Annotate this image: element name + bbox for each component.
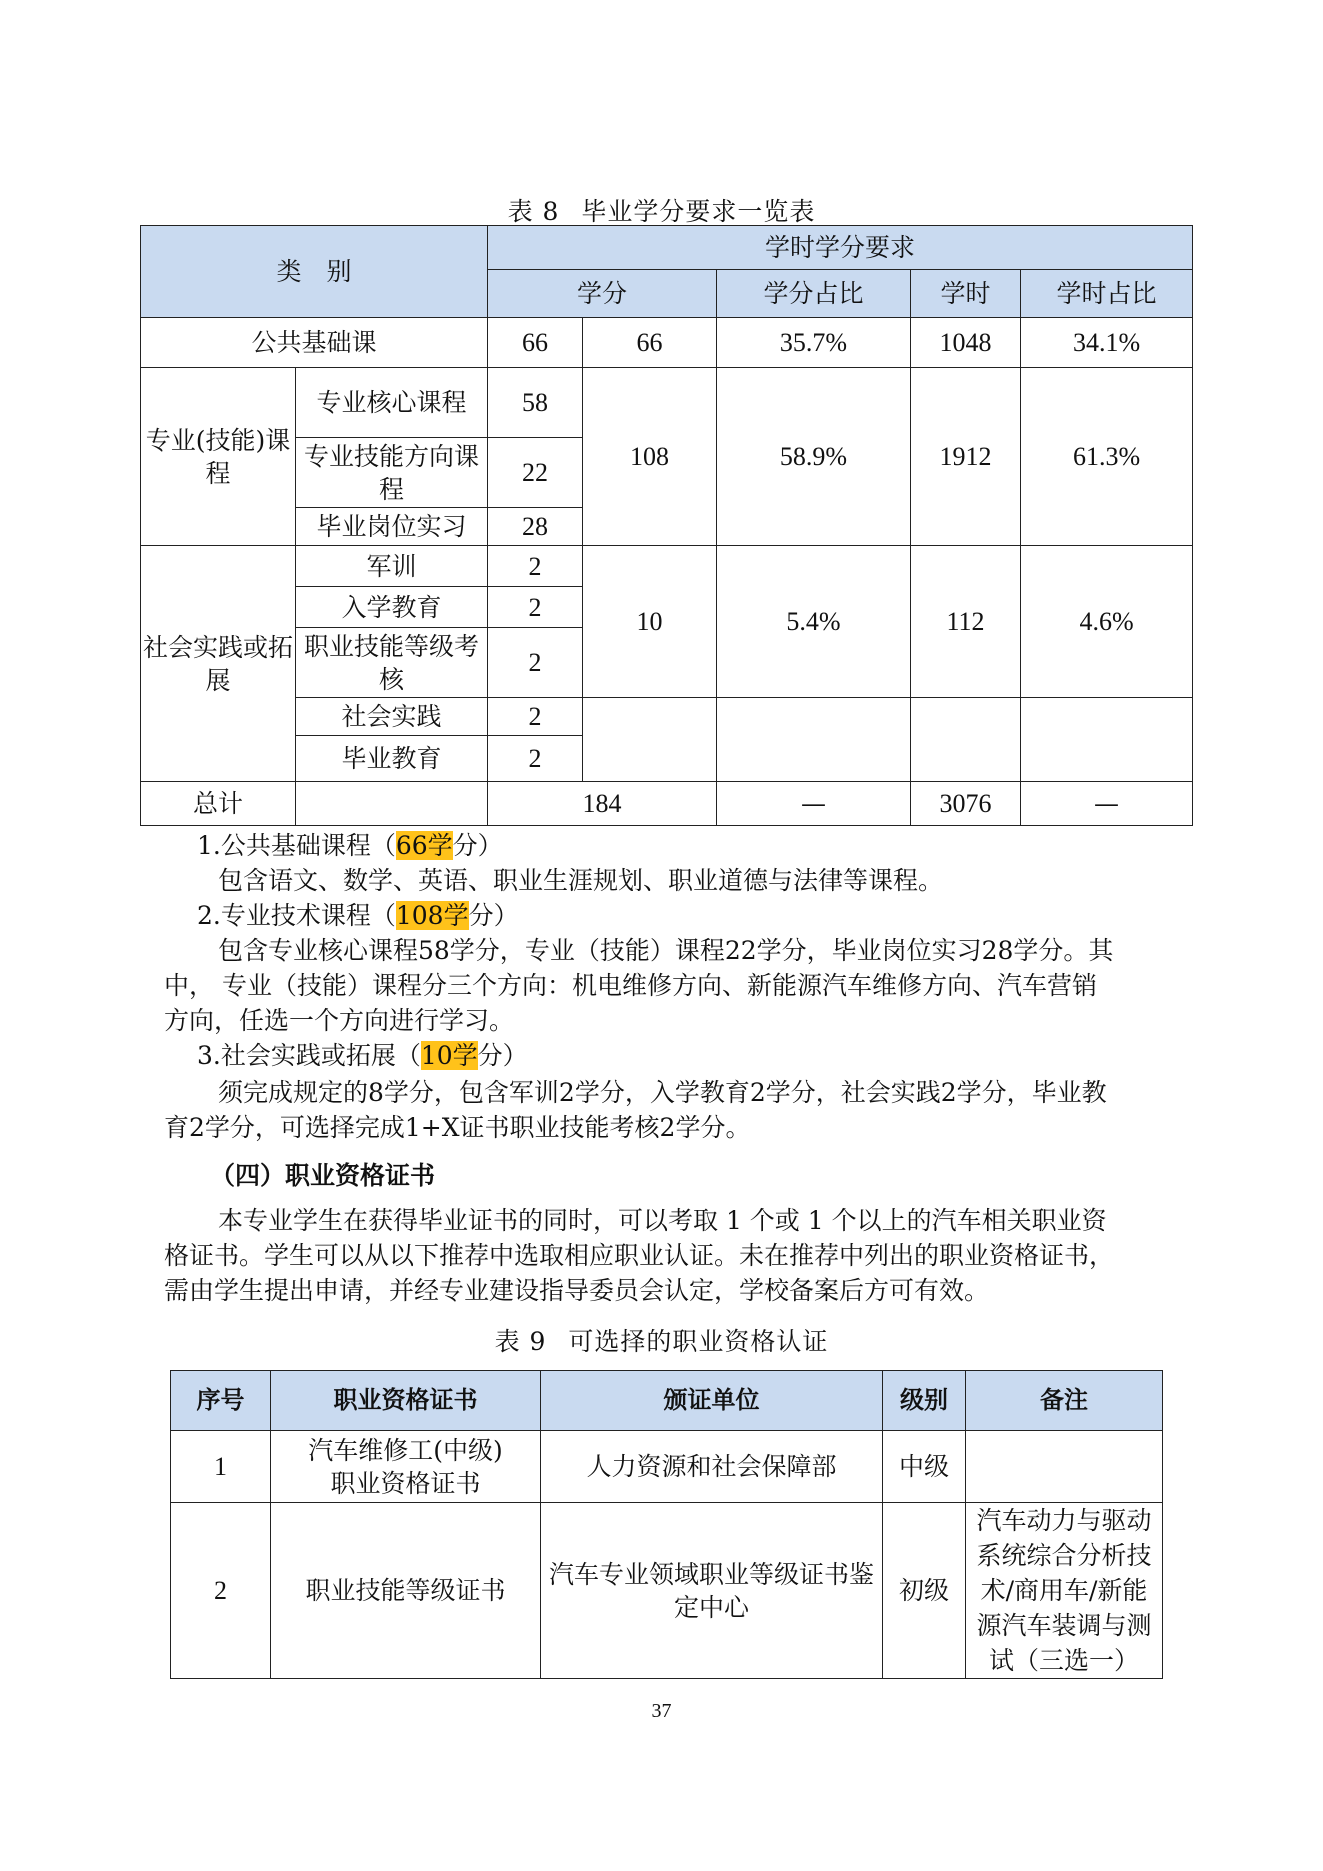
header-level: 级别 xyxy=(883,1371,966,1431)
social-practice-credits: 2 xyxy=(488,698,583,736)
professional-hours-ratio: 61.3% xyxy=(1021,368,1193,546)
note-3-highlight: 10学 xyxy=(420,1041,478,1070)
table-row xyxy=(171,1503,1163,1679)
social-graduation-label: 毕业教育 xyxy=(296,736,488,782)
section-paragraph-line1: 本专业学生在获得毕业证书的同时，可以考取 1 个或 1 个以上的汽车相关职业资 xyxy=(218,1206,1107,1235)
table-row xyxy=(141,546,1193,587)
table-row xyxy=(141,368,1193,438)
table8-caption-title: 毕业学分要求一览表 xyxy=(581,197,816,226)
social-military-credits: 2 xyxy=(488,546,583,587)
table-row xyxy=(171,1431,1163,1503)
page-number: 37 xyxy=(651,1700,672,1722)
total-credit-ratio: — xyxy=(717,782,911,826)
certification-table xyxy=(170,1370,1163,1679)
total-hours-ratio: — xyxy=(1021,782,1193,826)
public-hours: 1048 xyxy=(911,318,1021,368)
social-enrollment-credits: 2 xyxy=(488,587,583,628)
cert-name: 汽车维修工(中级)职业资格证书 xyxy=(271,1431,541,1503)
social-practice-label: 社会实践 xyxy=(296,698,488,736)
empty-cell xyxy=(296,782,488,826)
cert-remark: 汽车动力与驱动系统综合分析技术/商用车/新能源汽车装调与测试（三选一） xyxy=(966,1503,1163,1679)
note-2-heading xyxy=(197,898,519,933)
cert-no: 2 xyxy=(171,1503,271,1679)
section-heading: （四）职业资格证书 xyxy=(210,1161,436,1190)
social-credits-total: 10 xyxy=(583,546,717,698)
header-credits: 学分 xyxy=(488,270,717,318)
professional-skill-label: 专业技能方向课程 xyxy=(296,438,488,508)
social-enrollment-label: 入学教育 xyxy=(296,587,488,628)
section-paragraph-line3: 需由学生提出申请，并经专业建设指导委员会认定，学校备案后方可有效。 xyxy=(164,1276,990,1305)
header-group: 学时学分要求 xyxy=(488,226,1193,270)
cert-level: 初级 xyxy=(883,1503,966,1679)
cert-remark xyxy=(966,1431,1163,1503)
note-2-prefix: 2.专业技术课程（ xyxy=(197,901,396,930)
note-1-prefix: 1.公共基础课程（ xyxy=(197,831,396,860)
cert-no: 1 xyxy=(171,1431,271,1503)
note-2-suffix: 分） xyxy=(468,901,519,930)
empty-cell xyxy=(1021,698,1193,782)
note-2-body-line1: 包含专业核心课程58学分，专业（技能）课程22学分，毕业岗位实习28学分。其 xyxy=(218,936,1114,965)
social-assessment-label: 职业技能等级考核 xyxy=(296,628,488,698)
total-hours: 3076 xyxy=(911,782,1021,826)
social-label: 社会实践或拓展 xyxy=(141,546,296,782)
social-military-label: 军训 xyxy=(296,546,488,587)
public-hours-ratio: 34.1% xyxy=(1021,318,1193,368)
empty-cell xyxy=(717,698,911,782)
header-hours-ratio: 学时占比 xyxy=(1021,270,1193,318)
professional-core-credits: 58 xyxy=(488,368,583,438)
note-3-suffix: 分） xyxy=(477,1041,528,1070)
header-hours: 学时 xyxy=(911,270,1021,318)
header-category: 类 别 xyxy=(141,226,488,318)
professional-skill-credits: 22 xyxy=(488,438,583,508)
table-row xyxy=(141,698,1193,736)
note-2-body-line3: 方向，任选一个方向进行学习。 xyxy=(164,1006,515,1035)
professional-hours: 1912 xyxy=(911,368,1021,546)
total-label: 总计 xyxy=(141,782,296,826)
note-3-body-line2: 育2学分，可选择完成1+X证书职业技能考核2学分。 xyxy=(164,1113,751,1142)
social-assessment-credits: 2 xyxy=(488,628,583,698)
public-credits-a: 66 xyxy=(488,318,583,368)
professional-label: 专业(技能)课程 xyxy=(141,368,296,546)
professional-internship-label: 毕业岗位实习 xyxy=(296,508,488,546)
table-row xyxy=(141,782,1193,826)
social-credit-ratio: 5.4% xyxy=(717,546,911,698)
note-1-heading xyxy=(197,828,503,863)
note-3-heading xyxy=(197,1038,528,1073)
social-hours: 112 xyxy=(911,546,1021,698)
section-paragraph-line2: 格证书。学生可以从以下推荐中选取相应职业认证。未在推荐中列出的职业资格证书， xyxy=(164,1241,1115,1270)
social-hours-ratio: 4.6% xyxy=(1021,546,1193,698)
table9-caption-label: 表 9 xyxy=(494,1327,547,1356)
header-no: 序号 xyxy=(171,1371,271,1431)
empty-cell xyxy=(583,698,717,782)
header-remark: 备注 xyxy=(966,1371,1163,1431)
graduation-credit-table xyxy=(140,225,1193,826)
professional-credit-ratio: 58.9% xyxy=(717,368,911,546)
total-credits: 184 xyxy=(488,782,717,826)
public-credits-b: 66 xyxy=(583,318,717,368)
professional-internship-credits: 28 xyxy=(488,508,583,546)
social-graduation-credits: 2 xyxy=(488,736,583,782)
note-2-body-line2: 中， 专业（技能）课程分三个方向：机电维修方向、新能源汽车维修方向、汽车营销 xyxy=(164,971,1097,1000)
note-3-prefix: 3.社会实践或拓展（ xyxy=(197,1041,421,1070)
table9-caption xyxy=(0,1322,1323,1358)
cert-issuer: 汽车专业领域职业等级证书鉴定中心 xyxy=(541,1503,883,1679)
table9-caption-title: 可选择的职业资格认证 xyxy=(568,1327,829,1356)
note-1-body: 包含语文、数学、英语、职业生涯规划、职业道德与法律等课程。 xyxy=(218,866,944,895)
empty-cell xyxy=(911,698,1021,782)
public-credit-ratio: 35.7% xyxy=(717,318,911,368)
professional-credits-total: 108 xyxy=(583,368,717,546)
note-1-suffix: 分） xyxy=(452,831,503,860)
table8-caption-label: 表 8 xyxy=(507,197,560,226)
table-row xyxy=(141,318,1193,368)
professional-core-label: 专业核心课程 xyxy=(296,368,488,438)
cert-name: 职业技能等级证书 xyxy=(271,1503,541,1679)
header-issuer: 颁证单位 xyxy=(541,1371,883,1431)
note-2-highlight: 108学 xyxy=(395,901,469,930)
public-label: 公共基础课 xyxy=(141,318,488,368)
cert-issuer: 人力资源和社会保障部 xyxy=(541,1431,883,1503)
note-1-highlight: 66学 xyxy=(395,831,453,860)
note-3-body-line1: 须完成规定的8学分，包含军训2学分，入学教育2学分，社会实践2学分，毕业教 xyxy=(218,1078,1107,1107)
header-cert: 职业资格证书 xyxy=(271,1371,541,1431)
table8-caption xyxy=(0,192,1323,228)
cert-level: 中级 xyxy=(883,1431,966,1503)
header-credit-ratio: 学分占比 xyxy=(717,270,911,318)
